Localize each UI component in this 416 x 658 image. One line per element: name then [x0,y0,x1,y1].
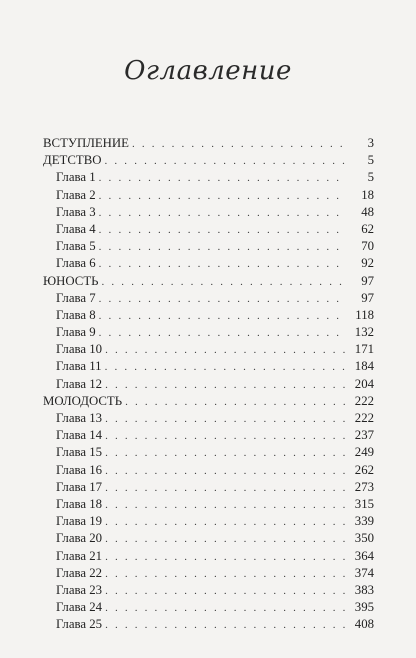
toc-chapter-entry[interactable] [43,238,374,255]
toc-entry-page: 204 [354,376,374,391]
toc-chapter-entry[interactable] [43,427,374,444]
toc-dot-leader [99,222,345,239]
toc-chapter-entry[interactable] [43,582,374,599]
toc-chapter-entry[interactable] [43,255,374,272]
toc-entry-label: Глава 12 [56,376,103,391]
toc-dot-leader [105,342,345,359]
toc-dot-leader [105,480,345,497]
toc-dot-leader [105,411,345,428]
toc-entry-label: Глава 5 [56,239,96,254]
toc-chapter-entry[interactable] [43,530,374,547]
toc-chapter-entry[interactable] [43,496,374,513]
toc-entry-page: 184 [354,359,374,374]
toc-dot-leader [105,566,345,583]
toc-chapter-entry[interactable] [43,565,374,582]
toc-dot-leader [105,463,345,480]
toc-entry-label: Глава 6 [56,256,96,271]
toc-entry-label: Глава 8 [56,307,96,322]
toc-entry-label: Глава 16 [56,462,103,477]
toc-chapter-entry[interactable] [43,599,374,616]
toc-dot-leader [99,239,345,256]
toc-entry-label: Глава 2 [56,187,96,202]
toc-chapter-entry[interactable] [43,324,374,341]
toc-entry-label: Глава 11 [56,359,102,374]
toc-dot-leader [105,428,345,445]
toc-entry-label: Глава 4 [56,221,96,236]
toc-entry-page: 97 [361,290,374,305]
toc-chapter-entry[interactable] [43,376,374,393]
toc-entry-label: Глава 18 [56,496,103,511]
toc-dot-leader [105,600,345,617]
toc-entry-label: Глава 1 [56,170,96,185]
toc-dot-leader [132,136,345,153]
toc-dot-leader [105,514,345,531]
toc-entry-label: Глава 3 [56,204,96,219]
toc-entry-page: 3 [367,136,374,150]
toc-entry-label: Глава 25 [56,617,103,632]
toc-dot-leader [99,308,345,325]
toc-part-entry[interactable] [43,273,374,290]
toc-entry-label: Глава 22 [56,565,103,580]
toc-entry-label: МОЛОДОСТЬ [43,393,123,408]
toc-dot-leader [105,549,345,566]
toc-dot-leader [105,377,345,394]
toc-chapter-entry[interactable] [43,307,374,324]
toc-part-entry[interactable] [43,135,374,152]
toc-part-entry[interactable] [43,152,374,169]
toc-entry-label: Глава 17 [56,479,103,494]
toc-entry-page: 339 [354,514,374,529]
toc-dot-leader [99,291,345,308]
toc-chapter-entry[interactable] [43,479,374,496]
toc-entry-label: ЮНОСТЬ [43,273,99,288]
toc-entry-label: Глава 20 [56,531,103,546]
toc-entry-label: ДЕТСТВО [43,153,102,168]
toc-chapter-entry[interactable] [43,290,374,307]
toc-entry-page: 395 [354,600,374,615]
toc-chapter-entry[interactable] [43,616,374,633]
toc-entry-page: 364 [354,548,374,563]
toc-entry-page: 408 [354,617,374,632]
toc-dot-leader [99,325,345,342]
toc-entry-page: 18 [361,187,374,202]
toc-entry-label: Глава 15 [56,445,103,460]
toc-dot-leader [105,445,345,462]
toc-entry-label: Глава 23 [56,582,103,597]
toc-chapter-entry[interactable] [43,462,374,479]
toc-chapter-entry[interactable] [43,221,374,238]
page-title: Оглавление [124,56,292,86]
toc-entry-label: Глава 14 [56,428,103,443]
toc-entry-page: 171 [354,342,374,357]
toc-entry-page: 374 [354,565,374,580]
toc-entry-label: Глава 21 [56,548,103,563]
toc-entry-page: 97 [361,273,374,288]
toc-chapter-entry[interactable] [43,410,374,427]
toc-entry-page: 350 [354,531,374,546]
toc-entry-label: Глава 24 [56,600,103,615]
toc-entry-label: Глава 9 [56,325,96,340]
toc-entry-page: 70 [361,239,374,254]
toc-dot-leader [99,188,345,205]
toc-chapter-entry[interactable] [43,513,374,530]
toc-entry-page: 222 [354,393,374,408]
toc-dot-leader [105,583,345,600]
toc-dot-leader [105,153,346,170]
toc-chapter-entry[interactable] [43,548,374,565]
toc-entry-page: 62 [361,221,374,236]
toc-entry-label: Глава 7 [56,290,96,305]
toc-entry-page: 237 [354,428,374,443]
table-of-contents [43,135,374,633]
toc-chapter-entry[interactable] [43,204,374,221]
toc-dot-leader [99,256,345,273]
toc-entry-page: 315 [354,496,374,511]
toc-dot-leader [99,205,345,222]
toc-part-entry[interactable] [43,393,374,410]
toc-chapter-entry[interactable] [43,444,374,461]
toc-dot-leader [125,394,345,411]
toc-entry-page: 273 [354,479,374,494]
toc-entry-page: 262 [354,462,374,477]
toc-chapter-entry[interactable] [43,341,374,358]
toc-entry-page: 48 [361,204,374,219]
toc-entry-page: 383 [354,582,374,597]
toc-dot-leader [105,617,345,634]
toc-entry-page: 92 [361,256,374,271]
toc-entry-page: 222 [354,411,374,425]
toc-entry-label: Глава 10 [56,342,103,357]
toc-dot-leader [105,497,345,514]
toc-dot-leader [105,359,345,376]
toc-entry-label: ВСТУПЛЕНИЕ [43,136,129,150]
toc-entry-page: 5 [367,170,374,185]
toc-entry-label: Глава 13 [56,411,103,425]
toc-chapter-entry[interactable] [43,187,374,204]
toc-chapter-entry[interactable] [43,169,374,186]
toc-dot-leader [105,531,345,548]
toc-chapter-entry[interactable] [43,358,374,375]
toc-entry-page: 5 [367,153,374,168]
toc-entry-label: Глава 19 [56,514,103,529]
toc-dot-leader [102,274,346,291]
toc-entry-page: 118 [355,307,374,322]
toc-entry-page: 132 [354,325,374,340]
toc-dot-leader [99,170,345,187]
toc-entry-page: 249 [354,445,374,460]
